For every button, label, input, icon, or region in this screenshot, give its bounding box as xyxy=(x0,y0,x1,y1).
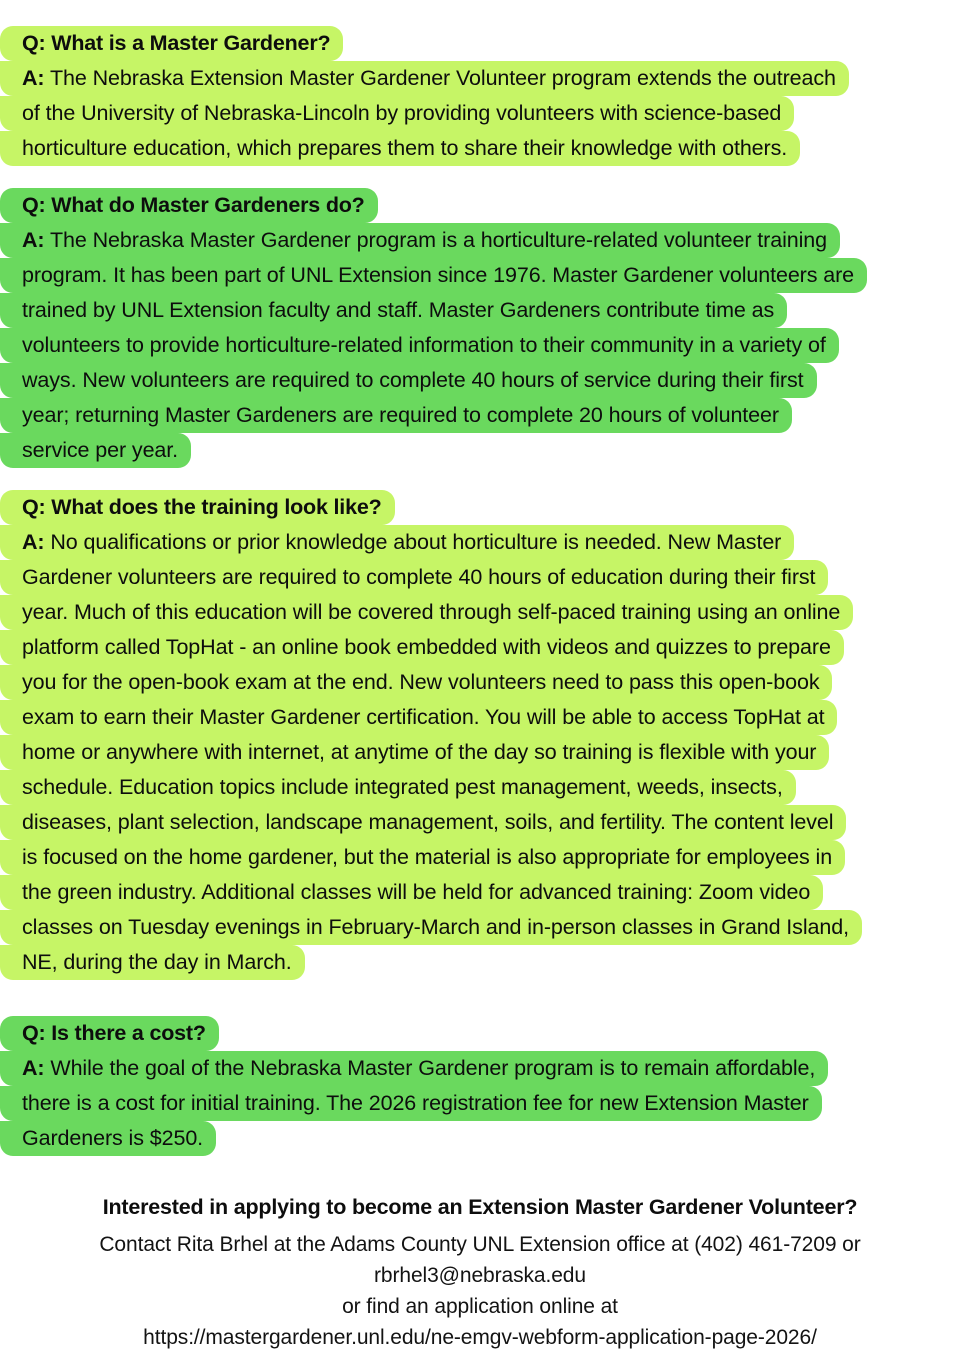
faq-answer-line xyxy=(0,595,960,630)
faq-answer-line xyxy=(0,875,960,910)
faq-answer-line xyxy=(0,1121,960,1156)
faq-answer-text: service per year. xyxy=(0,433,191,468)
faq-answer-line xyxy=(0,328,960,363)
faq-answer-text xyxy=(0,61,849,96)
faq-answer-line xyxy=(0,805,960,840)
faq-answer-line xyxy=(0,560,960,595)
faq-answer-text: is focused on the home gardener, but the material is also appropriate for employees in xyxy=(0,840,845,875)
faq-answer-text: exam to earn their Master Gardener certification. You will be able to access TopHat at xyxy=(0,700,837,735)
faq-question-text: Q: What does the training look like? xyxy=(0,490,395,525)
footer-contact-line: Contact Rita Brhel at the Adams County UNL Extension office at (402) 461-7209 or xyxy=(99,1233,861,1256)
faq-answer-text: trained by UNL Extension faculty and staff. Master Gardeners contribute time as xyxy=(0,293,787,328)
faq-answer-line xyxy=(0,1051,960,1086)
faq-answer-line xyxy=(0,945,960,980)
faq-answer-text: the green industry. Additional classes will be held for advanced training: Zoom video xyxy=(0,875,823,910)
footer-contact-section xyxy=(0,1178,960,1353)
faq-answer-text: diseases, plant selection, landscape management, soils, and fertility. The content level xyxy=(0,805,846,840)
faq-answer-line xyxy=(0,61,960,96)
faq-answer-line xyxy=(0,630,960,665)
faq-question-text: Q: What do Master Gardeners do? xyxy=(0,188,378,223)
faq-answer-body: While the goal of the Nebraska Master Gardener program is to remain affordable, xyxy=(50,1056,816,1080)
faq-answer-line xyxy=(0,363,960,398)
faq-answer-prefix: A: xyxy=(22,530,45,554)
faq-answer-text: volunteers to provide horticulture-related information to their community in a variety of xyxy=(0,328,839,363)
faq-answer-text: Gardener volunteers are required to complete 40 hours of education during their first xyxy=(0,560,828,595)
faq-answer-line xyxy=(0,398,960,433)
footer-heading: Interested in applying to become an Extension Master Gardener Volunteer? xyxy=(102,1195,858,1219)
faq-answer-text: you for the open-book exam at the end. New volunteers need to pass this open-book xyxy=(0,665,832,700)
qa-block xyxy=(0,26,960,166)
faq-answer-text: home or anywhere with internet, at anytime of the day so training is flexible with your xyxy=(0,735,829,770)
faq-answer-text: classes on Tuesday evenings in February-March and in-person classes in Grand Island, xyxy=(0,910,862,945)
faq-answer-text xyxy=(0,1051,828,1086)
faq-answer-prefix: A: xyxy=(22,66,45,90)
faq-answer-text: horticulture education, which prepares them to share their knowledge with others. xyxy=(0,131,800,166)
faq-answer-line xyxy=(0,258,960,293)
faq-answer-body: The Nebraska Master Gardener program is a horticulture-related volunteer training xyxy=(50,228,828,252)
faq-answer-line xyxy=(0,840,960,875)
faq-answer-text: of the University of Nebraska-Lincoln by providing volunteers with science-based xyxy=(0,96,794,131)
footer-application-intro: or find an application online at xyxy=(342,1295,618,1318)
qa-block xyxy=(0,1016,960,1156)
faq-answer-line xyxy=(0,96,960,131)
faq-answer-text: program. It has been part of UNL Extension since 1976. Master Gardener volunteers are xyxy=(0,258,867,293)
faq-answer-text: schedule. Education topics include integrated pest management, weeds, insects, xyxy=(0,770,796,805)
faq-question xyxy=(0,26,960,61)
faq-question xyxy=(0,188,960,223)
faq-answer-line xyxy=(0,665,960,700)
faq-question-text: Q: Is there a cost? xyxy=(0,1016,219,1051)
faq-answer-prefix: A: xyxy=(22,1056,45,1080)
faq-answer-text: year; returning Master Gardeners are required to complete 20 hours of volunteer xyxy=(0,398,792,433)
faq-question xyxy=(0,490,960,525)
faq-answer-text: Gardeners is $250. xyxy=(0,1121,216,1156)
faq-answer-body: No qualifications or prior knowledge about horticulture is needed. New Master xyxy=(50,530,782,554)
faq-answer-line xyxy=(0,293,960,328)
faq-answer-text: NE, during the day in March. xyxy=(0,945,305,980)
faq-answer-line xyxy=(0,433,960,468)
faq-answer-line xyxy=(0,735,960,770)
faq-answer-text xyxy=(0,525,794,560)
qa-block xyxy=(0,188,960,468)
faq-answer-text: year. Much of this education will be covered through self-paced training using an online xyxy=(0,595,853,630)
faq-question-text: Q: What is a Master Gardener? xyxy=(0,26,343,61)
footer-email[interactable]: rbrhel3@nebraska.edu xyxy=(374,1264,586,1287)
faq-answer-line xyxy=(0,1086,960,1121)
faq-answer-line xyxy=(0,131,960,166)
faq-answer-text: ways. New volunteers are required to complete 40 hours of service during their first xyxy=(0,363,817,398)
footer-application-url[interactable]: https://mastergardener.unl.edu/ne-emgv-webform-application-page-2026/ xyxy=(143,1326,817,1349)
faq-answer-line xyxy=(0,770,960,805)
faq-answer-body: The Nebraska Extension Master Gardener Volunteer program extends the outreach xyxy=(50,66,836,90)
faq-question xyxy=(0,1016,960,1051)
faq-answer-line xyxy=(0,910,960,945)
qa-block xyxy=(0,490,960,980)
faq-answer-prefix: A: xyxy=(22,228,45,252)
faq-answer-text xyxy=(0,223,840,258)
faq-answer-line xyxy=(0,700,960,735)
faq-answer-text: platform called TopHat - an online book embedded with videos and quizzes to prepare xyxy=(0,630,844,665)
faq-answer-line xyxy=(0,525,960,560)
faq-answer-text: there is a cost for initial training. The 2026 registration fee for new Extension Master xyxy=(0,1086,822,1121)
faq-answer-line xyxy=(0,223,960,258)
